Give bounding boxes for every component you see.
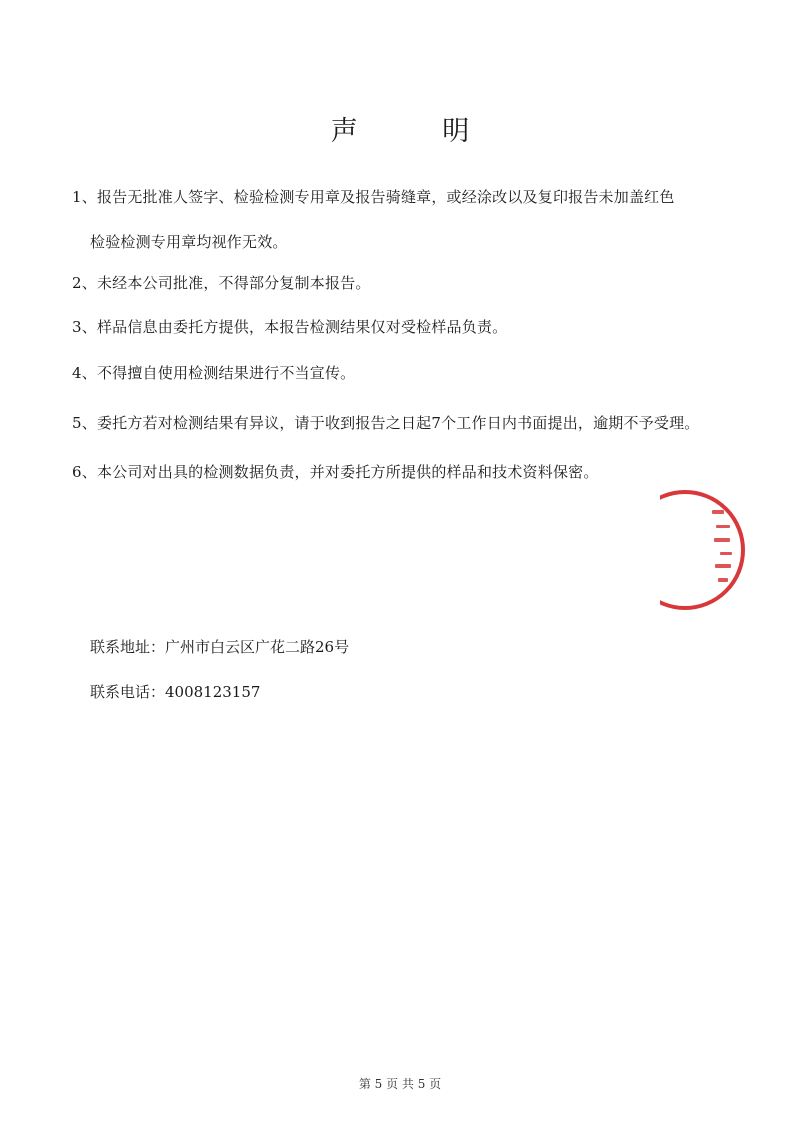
statement-item-1-continued: 检验检测专用章均视作无效。 <box>90 233 288 251</box>
statement-item-5: 5、委托方若对检测结果有异议，请于收到报告之日起7个工作日内书面提出，逾期不予受理。 <box>72 414 700 432</box>
page-title: 声 明 <box>330 116 508 147</box>
statement-item-2: 2、未经本公司批准，不得部分复制本报告。 <box>72 274 371 292</box>
statement-item-3: 3、样品信息由委托方提供，本报告检测结果仅对受检样品负责。 <box>72 318 508 336</box>
page-number: 第 5 页 共 5 页 <box>358 1077 442 1091</box>
statement-item-6: 6、本公司对出具的检测数据负责，并对委托方所提供的样品和技术资料保密。 <box>72 463 599 481</box>
statement-item-4: 4、不得擅自使用检测结果进行不当宣传。 <box>72 364 356 382</box>
contact-address: 联系地址：广州市白云区广花二路26号 <box>90 638 350 656</box>
company-seal <box>660 480 800 620</box>
statement-item-1: 1、报告无批准人签字、检验检测专用章及报告骑缝章，或经涂改以及复印报告未加盖红色 <box>72 188 675 206</box>
contact-phone: 联系电话：4008123157 <box>90 683 261 701</box>
